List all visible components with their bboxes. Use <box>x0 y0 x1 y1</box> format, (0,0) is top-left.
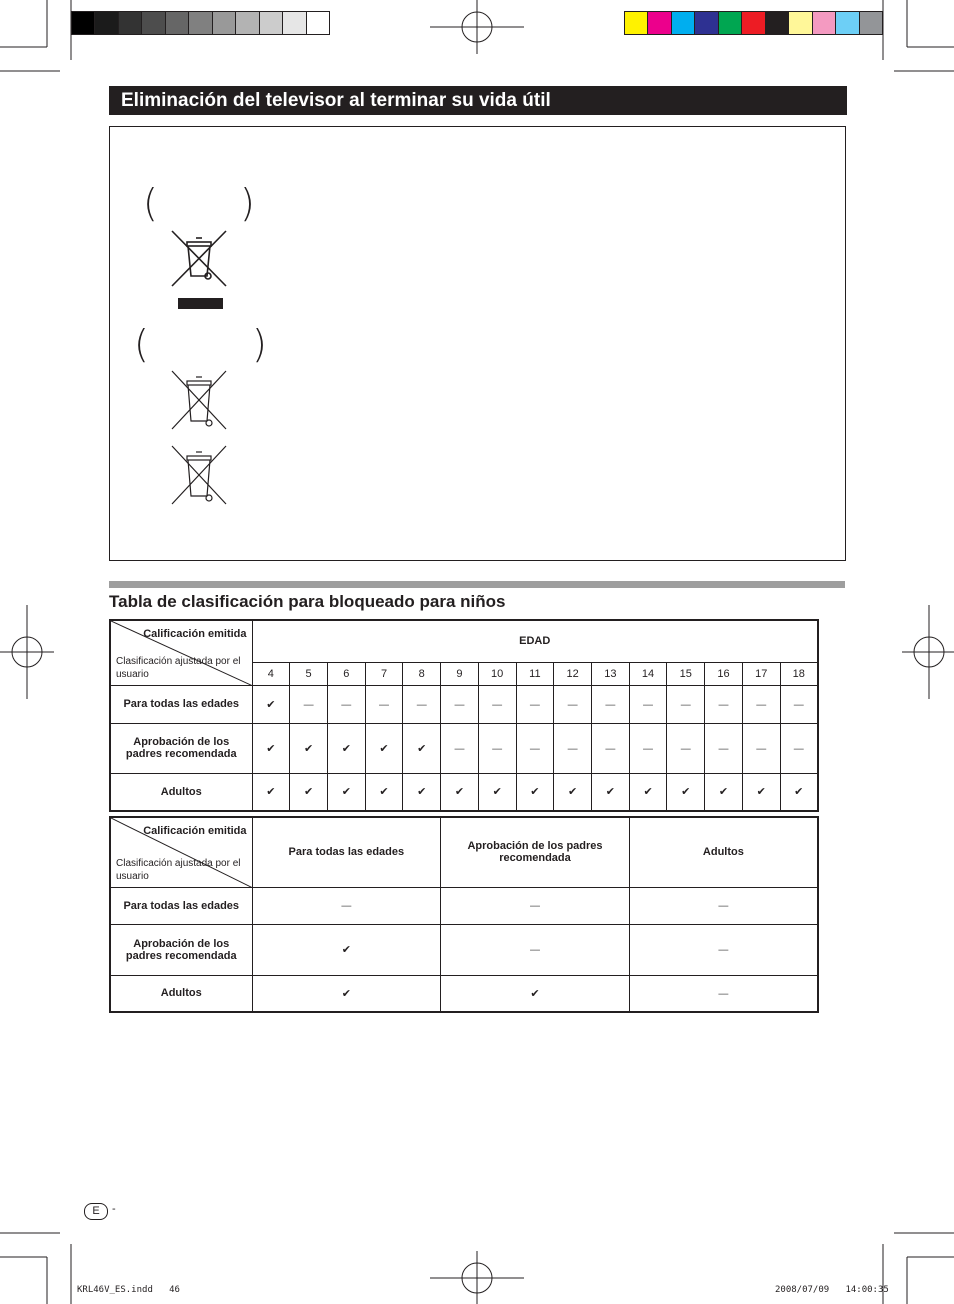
check-mark-cell: ✔ <box>742 773 780 811</box>
calibration-swatch <box>260 12 283 34</box>
age-header: EDAD <box>252 620 818 662</box>
age-column-header: 17 <box>742 662 780 685</box>
dash-cell: — <box>667 685 705 723</box>
check-mark-cell: ✔ <box>290 773 328 811</box>
check-mark-cell: ✔ <box>780 773 818 811</box>
calibration-swatch <box>213 12 236 34</box>
bracket-left-icon: ( <box>143 181 158 225</box>
calibration-swatch <box>836 12 859 34</box>
check-mark-cell: ✔ <box>327 773 365 811</box>
table-row <box>110 924 818 975</box>
dash-cell: — <box>554 685 592 723</box>
age-column-header: 5 <box>290 662 328 685</box>
calibration-swatch <box>719 12 742 34</box>
row-label: Para todas las edades <box>110 887 252 924</box>
calibration-swatch <box>236 12 259 34</box>
footer-file-info: KRL46V_ES.indd 46 <box>77 1285 180 1295</box>
dash-cell: — <box>441 685 479 723</box>
dash-cell: — <box>478 685 516 723</box>
check-mark-cell: ✔ <box>554 773 592 811</box>
check-mark-cell: ✔ <box>441 773 479 811</box>
dash-cell: — <box>441 924 630 975</box>
age-column-header: 18 <box>780 662 818 685</box>
check-mark-cell: ✔ <box>629 773 667 811</box>
check-mark-cell: ✔ <box>591 773 629 811</box>
table-corner-header <box>110 620 252 685</box>
check-mark-cell: ✔ <box>252 773 290 811</box>
age-column-header: 11 <box>516 662 554 685</box>
dash-cell: — <box>403 685 441 723</box>
calibration-swatch <box>813 12 836 34</box>
age-rating-table <box>109 619 819 812</box>
dash-cell: — <box>554 723 592 773</box>
dash-cell: — <box>629 975 818 1012</box>
check-mark-cell: ✔ <box>252 685 290 723</box>
table-row <box>110 887 818 924</box>
check-mark-cell: ✔ <box>365 723 403 773</box>
rating-table-title: Tabla de clasificación para bloqueado para niños <box>109 592 506 611</box>
age-column-header: 15 <box>667 662 705 685</box>
grayscale-calibration-bar <box>71 11 330 35</box>
calibration-swatch <box>72 12 95 34</box>
calibration-swatch <box>766 12 789 34</box>
age-column-header: 13 <box>591 662 629 685</box>
check-mark-cell: ✔ <box>365 773 403 811</box>
table-row <box>110 723 818 773</box>
dash-cell: — <box>705 685 743 723</box>
dash-cell: — <box>629 924 818 975</box>
dash-cell: — <box>629 685 667 723</box>
crossed-bin-icon <box>168 369 230 431</box>
check-mark-cell: ✔ <box>705 773 743 811</box>
age-column-header: 14 <box>629 662 667 685</box>
dash-cell: — <box>629 723 667 773</box>
rating-column-header: Adultos <box>629 817 818 887</box>
dash-cell: — <box>705 723 743 773</box>
age-column-header: 9 <box>441 662 479 685</box>
calibration-swatch <box>860 12 882 34</box>
dash-cell: — <box>780 723 818 773</box>
dash-cell: — <box>252 887 441 924</box>
row-label: Adultos <box>110 773 252 811</box>
age-column-header: 16 <box>705 662 743 685</box>
dash-cell: — <box>742 723 780 773</box>
dash-cell: — <box>780 685 818 723</box>
table-row <box>110 975 818 1012</box>
crossed-bin-icon <box>168 444 230 506</box>
check-mark-cell: ✔ <box>252 723 290 773</box>
dash-cell: — <box>441 887 630 924</box>
user-rating-label: Clasificación ajustada por el usuario <box>116 857 241 882</box>
row-label: Adultos <box>110 975 252 1012</box>
calibration-swatch <box>672 12 695 34</box>
age-column-header: 6 <box>327 662 365 685</box>
page-language-marker: E <box>84 1203 108 1220</box>
calibration-swatch <box>95 12 118 34</box>
check-mark-cell: ✔ <box>403 723 441 773</box>
dash-cell: — <box>478 723 516 773</box>
bracket-right-icon: ) <box>240 181 255 225</box>
dash-cell: — <box>365 685 403 723</box>
color-calibration-bar <box>624 11 883 35</box>
calibration-swatch <box>283 12 306 34</box>
calibration-swatch <box>189 12 212 34</box>
dash-cell: — <box>516 685 554 723</box>
footer-timestamp: 2008/07/09 14:00:35 <box>775 1285 889 1295</box>
table-row <box>110 773 818 811</box>
check-mark-cell: ✔ <box>516 773 554 811</box>
dash-cell: — <box>441 723 479 773</box>
dash-cell: — <box>629 887 818 924</box>
table-corner-header <box>110 817 252 887</box>
dash-cell: — <box>516 723 554 773</box>
age-column-header: 4 <box>252 662 290 685</box>
rating-column-header: Para todas las edades <box>252 817 441 887</box>
calibration-swatch <box>142 12 165 34</box>
age-column-header: 7 <box>365 662 403 685</box>
dash-cell: — <box>327 685 365 723</box>
calibration-swatch <box>648 12 671 34</box>
check-mark-cell: ✔ <box>252 924 441 975</box>
row-label: Aprobación de los padres recomendada <box>110 723 252 773</box>
dash-cell: — <box>591 685 629 723</box>
dash-cell: — <box>290 685 328 723</box>
issued-rating-label: Calificación emitida <box>143 825 247 837</box>
bin-underline-bar <box>178 298 223 309</box>
rating-column-header: Aprobación de los padres recomendada <box>441 817 630 887</box>
issued-rating-label: Calificación emitida <box>143 628 247 640</box>
table-row <box>110 685 818 723</box>
age-column-header: 12 <box>554 662 592 685</box>
calibration-swatch <box>789 12 812 34</box>
age-column-header: 10 <box>478 662 516 685</box>
bracket-left-icon: ( <box>134 322 149 366</box>
page-number-dash: - <box>112 1203 116 1215</box>
rating-comparison-table <box>109 816 819 1013</box>
check-mark-cell: ✔ <box>327 723 365 773</box>
age-column-header: 8 <box>403 662 441 685</box>
user-rating-label: Clasificación ajustada por el usuario <box>116 655 241 680</box>
dash-cell: — <box>591 723 629 773</box>
section-divider <box>109 581 845 588</box>
row-label: Aprobación de los padres recomendada <box>110 924 252 975</box>
crossed-bin-icon <box>168 228 230 290</box>
bracket-right-icon: ) <box>252 322 267 366</box>
calibration-swatch <box>307 12 329 34</box>
dash-cell: — <box>742 685 780 723</box>
calibration-swatch <box>695 12 718 34</box>
check-mark-cell: ✔ <box>290 723 328 773</box>
check-mark-cell: ✔ <box>667 773 705 811</box>
calibration-swatch <box>166 12 189 34</box>
row-label: Para todas las edades <box>110 685 252 723</box>
check-mark-cell: ✔ <box>441 975 630 1012</box>
calibration-swatch <box>625 12 648 34</box>
check-mark-cell: ✔ <box>403 773 441 811</box>
calibration-swatch <box>119 12 142 34</box>
dash-cell: — <box>667 723 705 773</box>
section-title: Eliminación del televisor al terminar su vida útil <box>109 86 847 115</box>
check-mark-cell: ✔ <box>478 773 516 811</box>
check-mark-cell: ✔ <box>252 975 441 1012</box>
calibration-swatch <box>742 12 765 34</box>
